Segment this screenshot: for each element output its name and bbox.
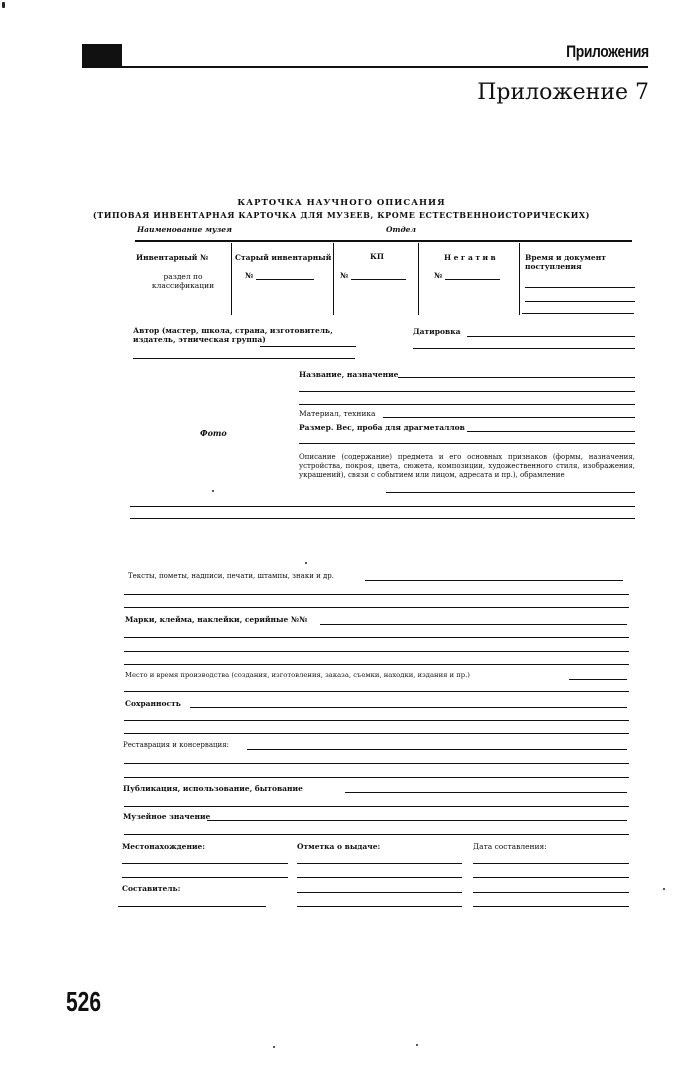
- size-line-2: [299, 443, 635, 444]
- classifier-section-label: раздел по классификации: [151, 272, 215, 290]
- scan-speck: [663, 888, 665, 890]
- name-line-1: [398, 377, 635, 378]
- condition-line-3: [124, 733, 629, 734]
- museum-value-line-1: [207, 820, 627, 821]
- museum-label: Наименование музея: [137, 225, 233, 234]
- scan-speck: [305, 562, 307, 564]
- restoration-line-3: [124, 777, 629, 778]
- marks-line-4: [124, 664, 629, 665]
- negative-label: Негатив: [444, 253, 499, 262]
- description-line-1: [386, 492, 635, 493]
- restoration-line-1: [247, 749, 627, 750]
- texts-label: Тексты, пометы, надписи, печати, штампы, знаки и др.: [128, 572, 334, 580]
- texts-line-1: [365, 580, 623, 581]
- issue-mark-line-1: [297, 863, 462, 864]
- texts-line-3: [124, 607, 629, 608]
- issue-mark-label: Отметка о выдаче:: [297, 842, 381, 851]
- description-line-2: [130, 506, 635, 507]
- production-label: Место и время производства (создания, изготовления, заказа, съемки, находки, издания и пр.): [125, 671, 470, 679]
- marks-line-1: [320, 624, 627, 625]
- scan-speck: [273, 1046, 275, 1048]
- table-divider-1: [231, 243, 232, 315]
- author-line-2: [133, 358, 355, 359]
- material-line: [383, 417, 635, 418]
- department-label: Отдел: [386, 225, 416, 234]
- name-label: Название, назначение: [299, 370, 399, 379]
- old-inventory-label: Старый инвентарный: [235, 253, 332, 262]
- scan-speck: [212, 490, 214, 492]
- receipt-line-2: [525, 301, 635, 302]
- scan-speck: [2, 2, 5, 8]
- restoration-line-2: [124, 763, 629, 764]
- material-label: Материал, техника: [299, 409, 376, 418]
- receipt-line-1: [525, 287, 635, 288]
- issue-mark-line-4: [297, 906, 462, 907]
- receipt-label: Время и документ поступления: [525, 253, 606, 271]
- card-title: КАРТОЧКА НАУЧНОГО ОПИСАНИЯ: [237, 198, 446, 208]
- dating-line-1: [467, 336, 635, 337]
- dating-line-2: [413, 348, 635, 349]
- size-label: Размер. Вес, проба для драгметаллов: [299, 423, 465, 432]
- condition-label: Сохранность: [125, 699, 181, 708]
- table-divider-2: [333, 243, 334, 315]
- author-line-1: [260, 346, 356, 347]
- description-label: Описание (содержание) предмета и его основных признаков (формы, назначения, устройства, покроя, цвета, сюжета, композиции, художественного стиля, изображения, украшений), связи с событием или лицом, адресата и пр.), обрамление: [299, 453, 635, 479]
- location-label: Местонахождение:: [122, 842, 206, 851]
- section-title: Приложения: [566, 42, 649, 61]
- compile-date-line-1: [473, 863, 629, 864]
- marks-line-3: [124, 651, 629, 652]
- condition-line-1: [190, 707, 627, 708]
- table-divider-3: [418, 243, 419, 315]
- marks-label: Марки, клейма, наклейки, серийные №№: [125, 615, 308, 624]
- kp-label: КП: [370, 252, 384, 261]
- author-label: Автор (мастер, школа, страна, изготовитель, издатель, этническая группа): [133, 326, 333, 344]
- card-subtitle: (ТИПОВАЯ ИНВЕНТАРНАЯ КАРТОЧКА ДЛЯ МУЗЕЕВ, КРОМЕ ЕСТЕСТВЕННОИСТОРИЧЕСКИХ): [92, 210, 591, 220]
- publication-line-2: [124, 806, 629, 807]
- compile-date-label: Дата составления:: [473, 842, 547, 851]
- compile-date-line-4: [473, 906, 629, 907]
- header-black-block: [82, 44, 122, 66]
- table-divider-4: [519, 243, 520, 315]
- issue-mark-line-3: [297, 892, 462, 893]
- museum-value-line-2: [124, 834, 629, 835]
- marks-line-2: [124, 637, 629, 638]
- size-line: [467, 431, 635, 432]
- production-line-2: [124, 691, 629, 692]
- publication-line-1: [345, 792, 627, 793]
- scan-speck: [416, 1044, 418, 1046]
- kp-no: №: [340, 271, 349, 280]
- negative-field: [445, 279, 500, 280]
- compiler-label: Составитель:: [122, 884, 181, 893]
- texts-line-2: [124, 594, 629, 595]
- compiler-line: [118, 906, 266, 907]
- kp-field: [351, 279, 406, 280]
- issue-mark-line-2: [297, 877, 462, 878]
- production-line-1: [569, 679, 627, 680]
- appendix-number: Приложение 7: [477, 80, 649, 105]
- receipt-line-3: [522, 313, 634, 314]
- museum-value-label: Музейное значение: [123, 812, 211, 821]
- location-line-1: [122, 863, 288, 864]
- inventory-no-label: Инвентарный №: [136, 253, 209, 262]
- compile-date-line-2: [473, 877, 629, 878]
- header-rule: [82, 66, 648, 68]
- old-inventory-field: [256, 279, 314, 280]
- dating-label: Датировка: [413, 327, 461, 336]
- restoration-label: Реставрация и консервация:: [123, 741, 229, 749]
- page-number: 526: [66, 986, 102, 1017]
- name-line-2: [299, 391, 635, 392]
- condition-line-2: [124, 720, 629, 721]
- old-inventory-no: №: [245, 271, 254, 280]
- negative-no: №: [434, 271, 443, 280]
- name-line-3: [299, 404, 635, 405]
- location-line-2: [122, 877, 288, 878]
- description-line-3: [130, 518, 635, 519]
- compile-date-line-3: [473, 892, 629, 893]
- photo-label: Фото: [200, 428, 227, 438]
- title-underline: [135, 240, 632, 242]
- publication-label: Публикация, использование, бытование: [123, 784, 303, 793]
